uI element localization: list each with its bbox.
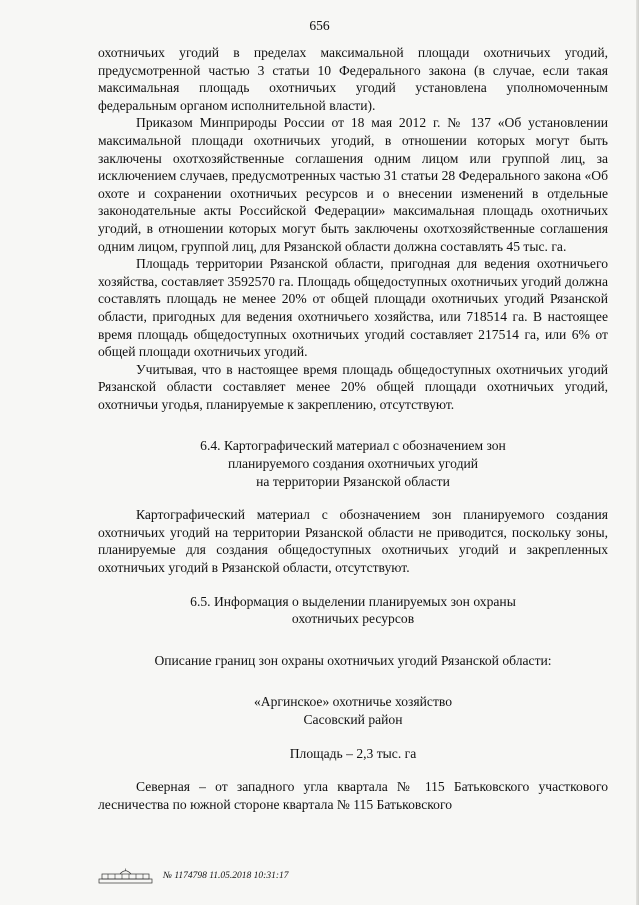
paragraph-continuation: охотничьих угодий в пределах максимальной площади охотничьих угодий, предусмотренной частью 3 статьи 10 Федерального закона (в случае, если такая максимальная площадь охотничьих угодий установлена уполномоченным федеральным органом исполнительной власти). — [98, 45, 608, 113]
area-value: Площадь – 2,3 тыс. га — [289, 745, 417, 761]
document-id: № 1174798 11.05.2018 10:31:17 — [163, 871, 289, 881]
document-footer — [98, 868, 289, 884]
page-number: 656 — [309, 18, 330, 33]
paragraph-conclusion: Учитывая, что в настоящее время площадь общедоступных охотничьих угодий Рязанской области составляет менее 20% общей площади охотничьих угодий, охотничьи угодья, планируемые к закреплению, отсутствуют. — [98, 361, 608, 412]
section-heading-line: на территории Рязанской области — [256, 473, 450, 489]
section-heading-line: планируемого создания охотничьих угодий — [227, 456, 479, 472]
section-6-4-text: Картографический материал с обозначением зон планируемого создания охотничьих угодий на территории Рязанской области не приводится, поскольку зоны, планируемые для создания общедоступных охотничьих угодий и закрепленных охотничьих угодий в Рязанской области, отсутствуют. — [98, 507, 608, 576]
building-seal-icon — [98, 868, 153, 884]
district-name: Сасовский район — [303, 712, 403, 727]
section-6-5-heading — [98, 593, 608, 628]
section-6-4-heading — [98, 437, 608, 490]
section-heading-line: 6.5. Информация о выделении планируемых зон охраны — [190, 593, 516, 609]
paragraph-order-minprirody: Приказом Минприроды России от 18 мая 2012 г. № 137 «Об установлении максимальной площади охотничьих угодий, в отношении которых могут быть заключены охотхозяйственные соглашения одним лицом или группой лиц, за исключением случаев, предусмотренных частью 31 статьи 28 Федерального закона «Об охоте и сохранении охотничьих ресурсов и о внесении изменений в отдельные законодательные акты Российской Федерации» максимальная площадь охотничьих угодий, в отношении которых могут быть заключены охотхозяйственные соглашения одним лицом, группой лиц, для Рязанской области должна составлять 45 тыс. га. — [98, 115, 608, 254]
farm-name: «Аргинское» охотничье хозяйство — [253, 694, 453, 710]
section-heading-line: 6.4. Картографический материал с обозначением зон — [200, 438, 506, 454]
document-body — [98, 44, 608, 813]
boundary-description: Северная – от западного угла квартала № 115 Батьковского участкового лесничества по южной стороне квартала № 115 Батьковского — [98, 779, 608, 812]
paragraph-area-statistics: Площадь территории Рязанской области, пригодная для ведения охотничьего хозяйства, составляет 3592570 га. Площадь общедоступных охотничьих угодий должна составлять площадь не менее 20% от общей площади охотничьих угодий Рязанской области, пригодных для ведения охотничьего хозяйства, или 718514 га. В настоящее время площадь общедоступных охотничьих угодий составляет 217514 га, или 6% от общей площади охотничьих угодий. — [98, 256, 608, 360]
section-heading-line: охотничьих ресурсов — [291, 611, 415, 627]
zone-description-title: Описание границ зон охраны охотничьих угодий Рязанской области: — [154, 652, 552, 668]
